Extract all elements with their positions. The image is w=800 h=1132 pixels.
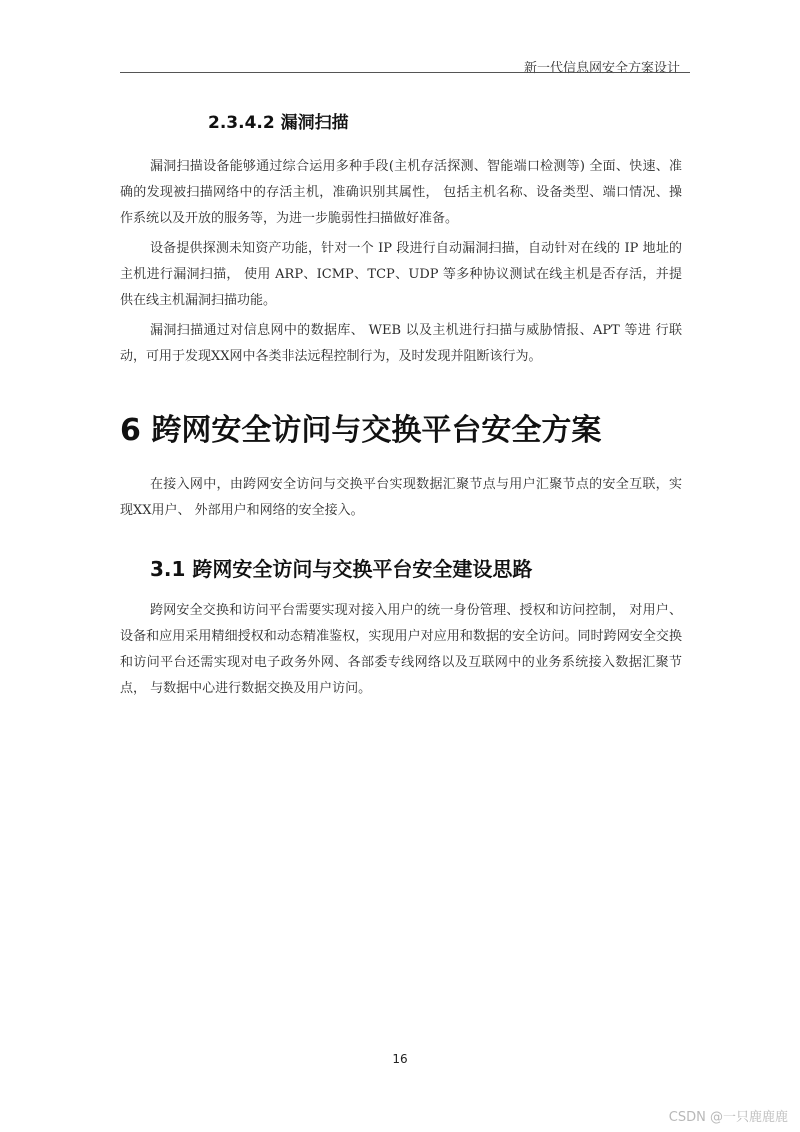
header-divider [120,72,690,73]
chapter-heading-6: 6 跨网安全访问与交换平台安全方案 [120,413,602,448]
paragraph-chapter6-intro: 在接入网中，由跨网安全访问与交换平台实现数据汇聚节点与用户汇聚节点的安全互联，实现XX用户、 外部用户和网络的安全接入。 [120,477,682,518]
paragraph-section31: 跨网安全交换和访问平台需要实现对接入用户的统一身份管理、授权和访问控制， 对用户、设备和应用采用精细授权和动态精准鉴权，实现用户对应用和数据的安全访问。同时跨网安全交换和访问平台还需实现对电子政务外网、各部委专线网络以及互联网中的业务系统接入数据汇聚节点， 与数据中心进行数据交换及用户访问。 [120,603,682,696]
paragraph-vuln-scan-1: 漏洞扫描设备能够通过综合运用多种手段(主机存活探测、智能端口检测等) 全面、快速、准确的发现被扫描网络中的存活主机，准确识别其属性， 包括主机名称、设备类型、端口情况、操作系统以及开放的服务等，为进一步脆弱性扫描做好准备。 [120,159,682,226]
paragraph-vuln-scan-3: 漏洞扫描通过对信息网中的数据库、 WEB 以及主机进行扫描与威胁情报、APT 等进 行联动，可用于发现XX网中各类非法远程控制行为，及时发现并阻断该行为。 [120,323,682,364]
page-number: 16 [392,1052,408,1066]
paragraph-vuln-scan-2: 设备提供探测未知资产功能，针对一个 IP 段进行自动漏洞扫描，自动针对在线的 IP 地址的主机进行漏洞扫描， 使用 ARP、ICMP、TCP、UDP 等多种协议测试在线主机是否存活，并提供在线主机漏洞扫描功能。 [120,241,682,308]
section-heading-2342: 2.3.4.2 漏洞扫描 [208,113,349,133]
watermark: CSDN @一只鹿鹿鹿 [668,1110,788,1125]
section-heading-31: 3.1 跨网安全访问与交换平台安全建设思路 [150,557,533,581]
header-title: 新一代信息网安全方案设计 [523,61,680,76]
